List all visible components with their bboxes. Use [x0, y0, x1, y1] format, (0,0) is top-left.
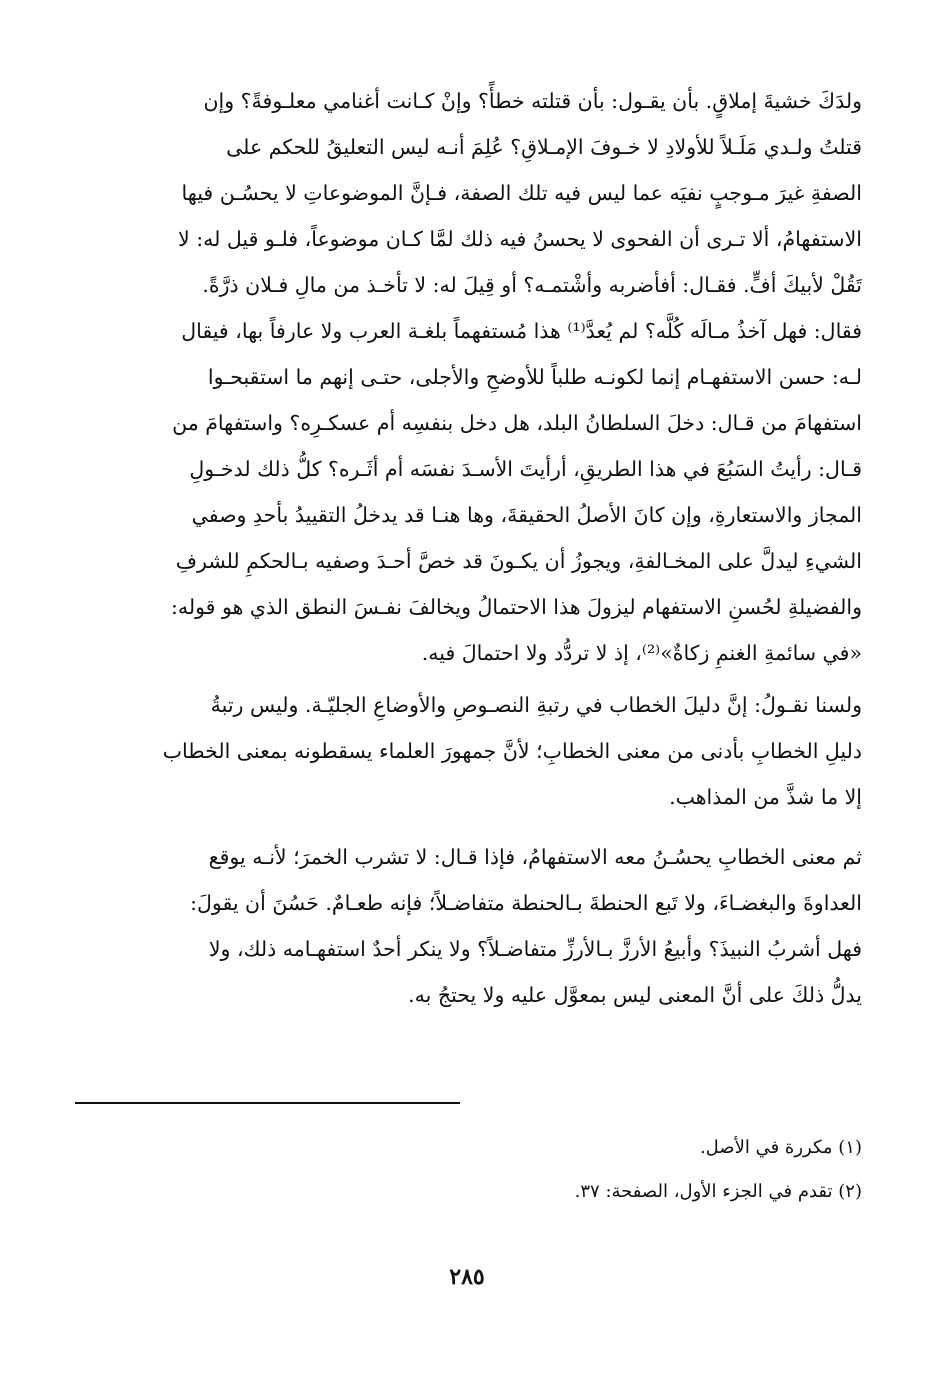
text-line: ثم معنى الخطابِ يحسُـنُ معه الاستفهامُ، فإذا قـال: لا تشرب الخمرَ؛ لأنـه يوقع [208, 845, 862, 869]
paragraph-1 [72, 78, 862, 676]
text-line: قتلتُ ولـدي مَلَـلاً للأولادِ لا خـوفَ الإمـلاقِ؟ عُلِمَ أنـه ليس التعليقُ للحكم على [226, 135, 862, 159]
paragraph-3 [72, 834, 862, 1018]
text-line: ولدَكَ خشيةَ إملاقٍ. بأن يقـول: بأن قتلته خطأً؟ وإنْ كـانت أغنامي معلـوفةً؟ وإن [203, 89, 862, 113]
text-line: فهل أشربُ النبيذَ؟ وأبيعُ الأرزَّ بـالأرزِّ متفاضـلاً؟ ولا ينكر أحدٌ استفهـامه ذلك، ولا [208, 937, 862, 961]
text-line: فقال: فهل آخذُ مـالَه كُلَّه؟ لم يُعدَّ⁽¹⁾ هذا مُستفهماً بلغـة العرب ولا عارفاً بها، فيقال [181, 319, 862, 343]
text-line: المجاز والاستعارةِ، وإن كانَ الأصلُ الحقيقةَ، وها هنـا قد يدخلُ التقييدُ بأحدِ وصفي [191, 503, 862, 527]
footnote-divider [75, 1102, 460, 1104]
text-line: قـال: رأيتُ السَبُعَ في هذا الطريقِ، أرأيتَ الأسـدَ نفسَه أم أثَـره؟ كلُّ ذلك لدخـولِ [189, 457, 862, 481]
text-line: إلا ما شذَّ من المذاهب. [669, 785, 862, 809]
text-line: الشيءِ ليدلَّ على المخـالفةِ، ويجوزُ أن يكـونَ قد خصَّ أحـدَ وصفيه بـالحكمِ للشرفِ [175, 549, 862, 573]
text-line: لـه: حسن الاستفهـام إنما لكونـه طلباً للأوضحِ والأجلى، حتـى إنهم ما استقبحـوا [207, 365, 862, 389]
text-line: العداوةَ والبغضـاءَ، ولا تَبع الحنطةَ بـالحنطة متفاضـلاً؛ فإنه طعـامٌ. حَسُنَ أن يقولَ: [190, 891, 862, 915]
footnote-2: (٢) تقدم في الجزء الأول، الصفحة: ٣٧. [574, 1181, 862, 1202]
footnotes [72, 1126, 862, 1214]
text-line: الصفةِ غيرَ مـوجبٍ نفيَه عما ليس فيه تلك الصفة، فـإنَّ الموضوعاتِ لا يحسُـن فيها [181, 181, 862, 205]
text-line: دليلِ الخطابِ بأدنى من معنى الخطابِ؛ لأنَّ جمهورَ العلماء يسقطونه بمعنى الخطاب [162, 739, 862, 763]
text-line: ولسنا نقـولُ: إنَّ دليلَ الخطاب في رتبةِ النصـوصِ والأوضاعِ الجليّـة. وليس رتبةُ [210, 693, 862, 717]
text-line: والفضيلةِ لحُسنِ الاستفهام ليزولَ هذا الاحتمالُ ويخالفَ نفـسَ النطق الذي هو قوله: [170, 595, 862, 619]
paragraph-2 [72, 682, 862, 820]
text-line: الاستفهامُ، ألا تـرى أن الفحوى لا يحسنُ فيه ذلك لمَّا كـان موضوعاً، فلـو قيل له: لا [177, 227, 862, 251]
text-line: يدلُّ ذلكَ على أنَّ المعنى ليس بمعوَّل عليه ولا يحتجُ به. [408, 983, 862, 1007]
text-line: استفهامَ من قـال: دخلَ السلطانُ البلد، هل دخل بنفسِه أم عسكـرِه؟ واستفهامَ من [172, 411, 862, 435]
page-number: ٢٨٥ [449, 1264, 485, 1290]
text-line: «في سائمةِ الغنمِ زكاةٌ»⁽²⁾، إذ لا تردُّد ولا احتمالَ فيه. [421, 641, 862, 665]
text-line: تَقُلْ لأبيكَ أفٍّ. فقـال: أفأضربه وأشْتمـه؟ أو قِيلَ له: لا تأخـذ من مالِ فـلان ذرَّةً. [202, 273, 862, 297]
footnote-1: (١) مكررة في الأصل. [699, 1137, 862, 1158]
main-text [72, 78, 862, 1018]
